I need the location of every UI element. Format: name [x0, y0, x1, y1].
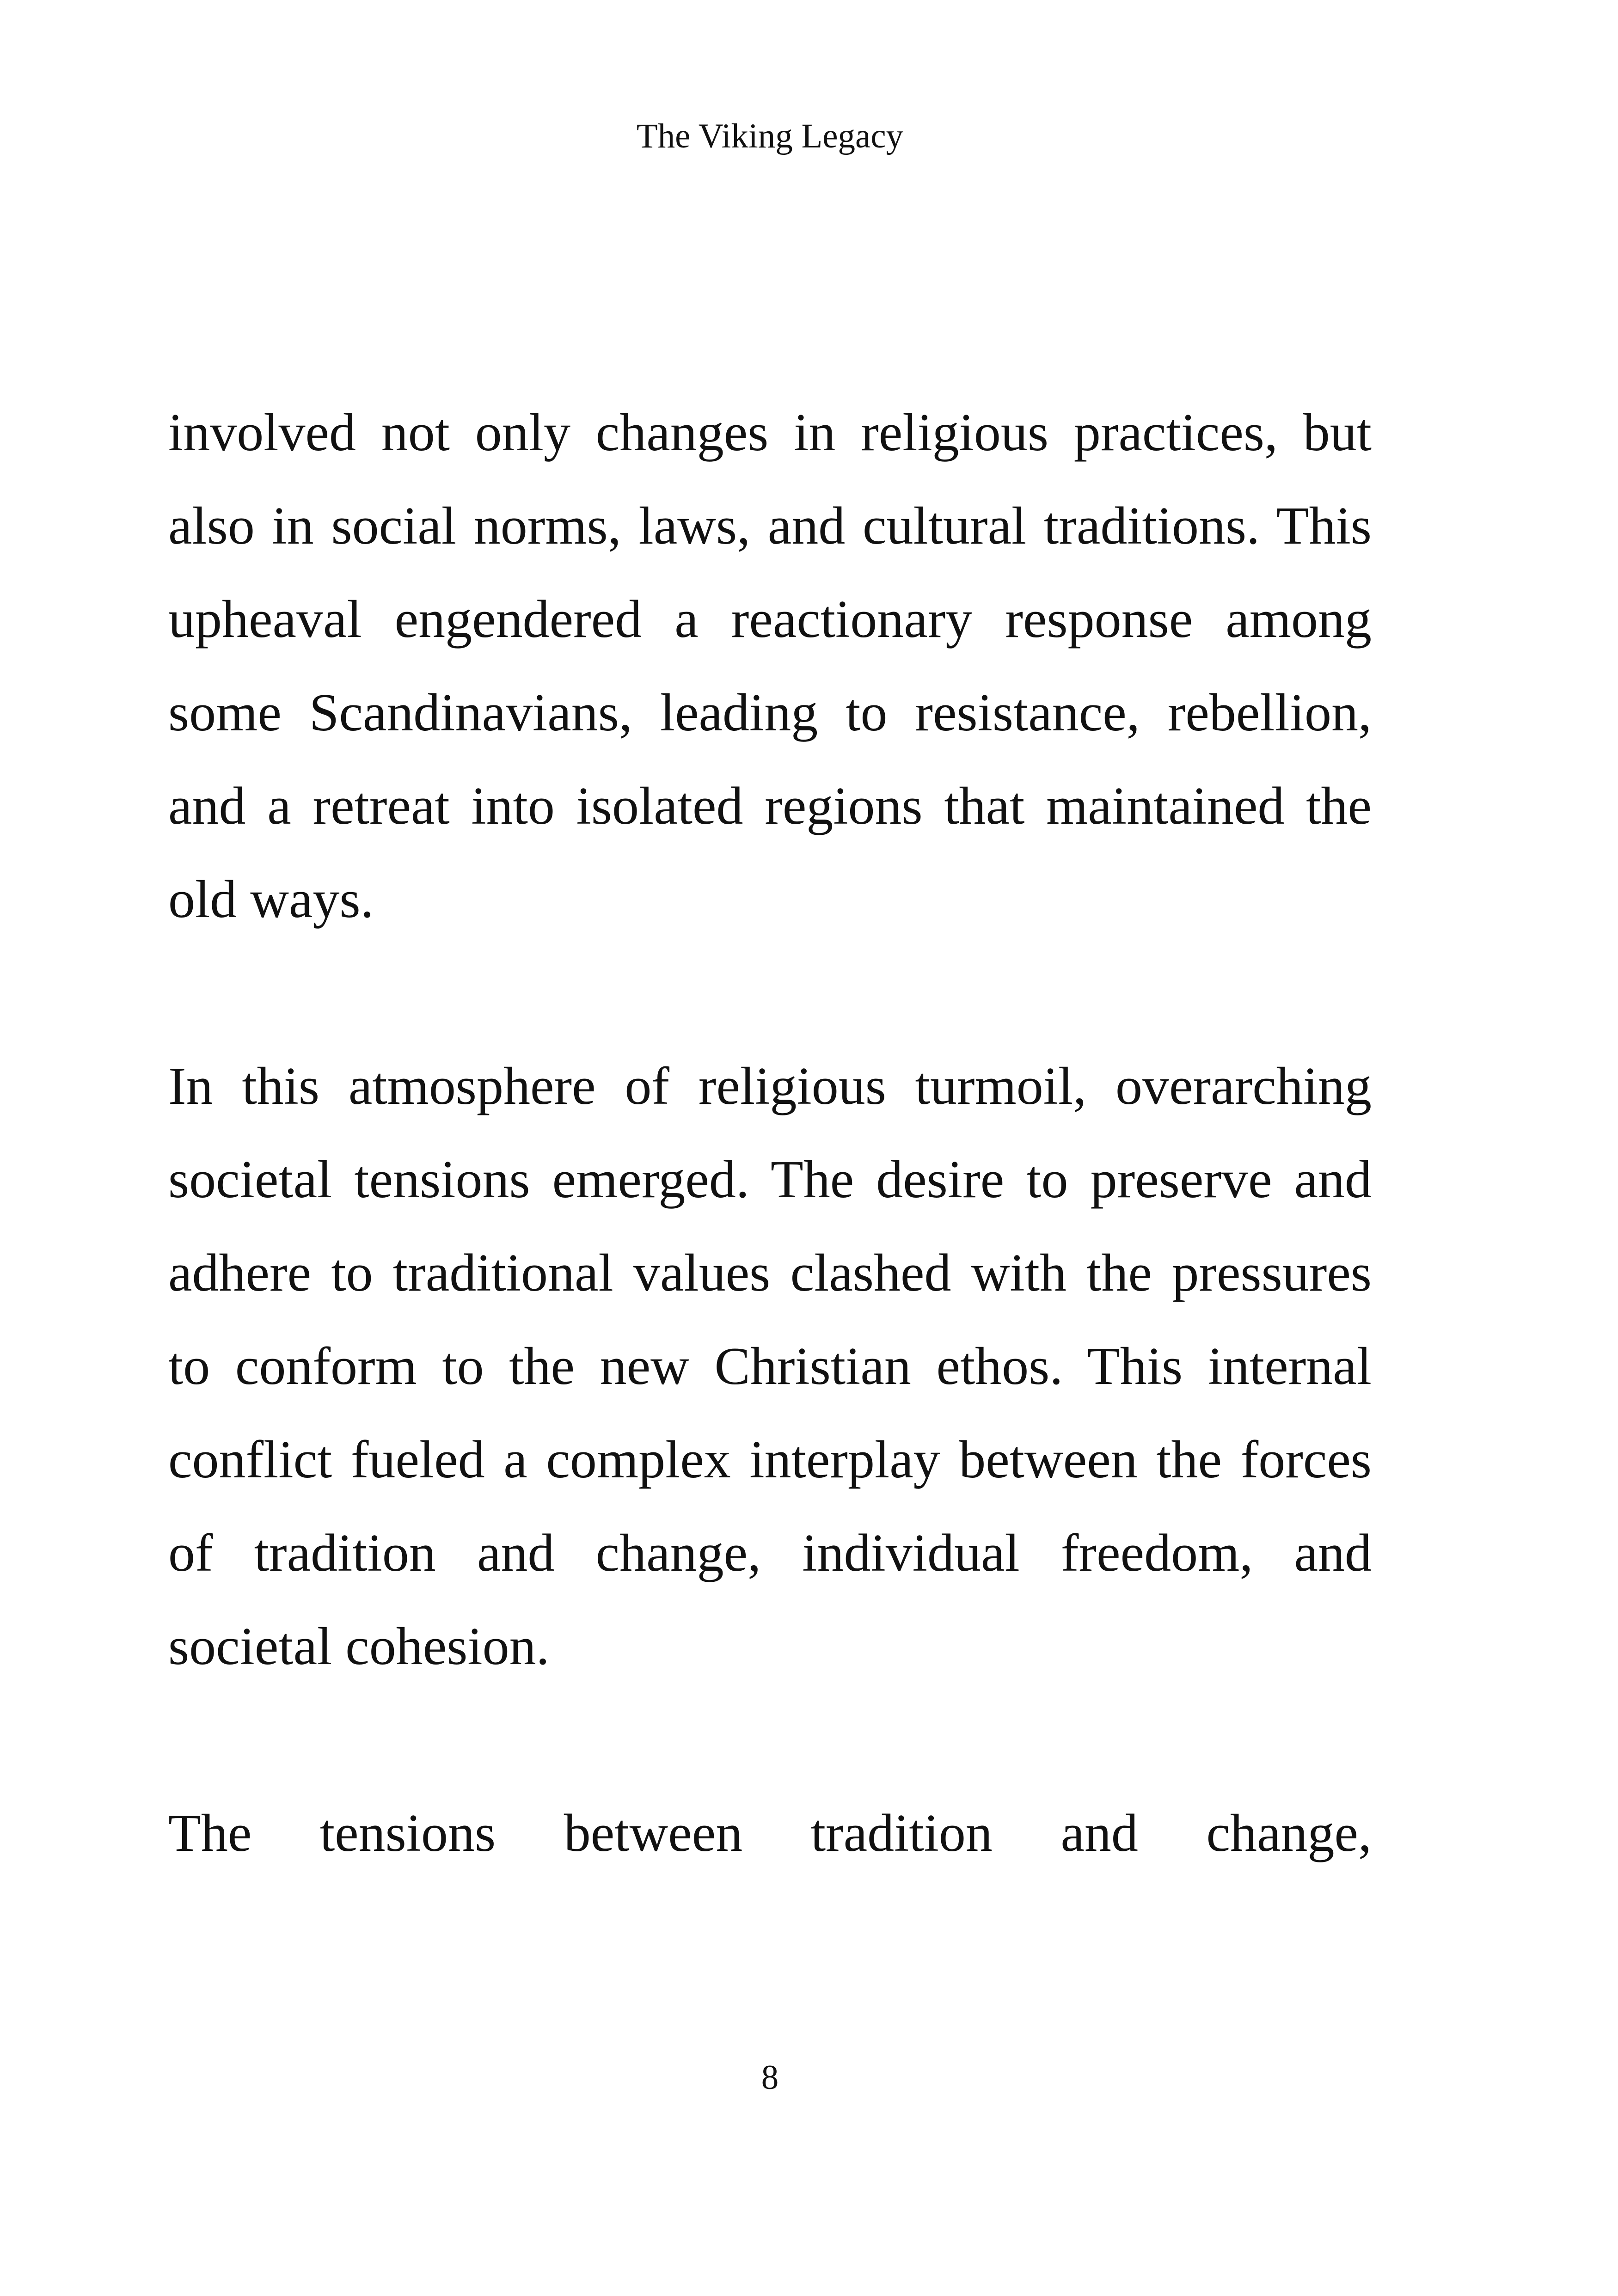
text-line: and a retreat into isolated regions that maintained the: [168, 777, 1372, 836]
text-line: societal tensions emerged. The desire to preserve and: [168, 1150, 1372, 1209]
text-line: conflict fueled a complex interplay between the forces: [168, 1430, 1372, 1489]
text-line: involved not only changes in religious practices, but: [168, 403, 1372, 462]
body-text: [168, 386, 1372, 1880]
paragraph: [168, 1040, 1372, 1693]
running-header: The Viking Legacy: [636, 117, 904, 155]
paragraph: [168, 1787, 1372, 1880]
text-line: adhere to traditional values clashed with the pressures: [168, 1243, 1372, 1303]
page-number: 8: [761, 2058, 779, 2097]
text-line: to conform to the new Christian ethos. This internal: [168, 1337, 1372, 1396]
text-line: of tradition and change, individual freedom, and: [168, 1524, 1372, 1583]
text-line: In this atmosphere of religious turmoil, overarching: [168, 1057, 1372, 1116]
paragraph: [168, 386, 1372, 946]
text-line: some Scandinavians, leading to resistance, rebellion,: [168, 683, 1372, 742]
text-line: societal cohesion.: [168, 1617, 550, 1676]
text-line: old ways.: [168, 870, 374, 929]
text-line: upheaval engendered a reactionary response among: [168, 590, 1372, 649]
text-line: also in social norms, laws, and cultural traditions. This: [168, 496, 1372, 556]
text-line: The tensions between tradition and change,: [168, 1804, 1372, 1863]
